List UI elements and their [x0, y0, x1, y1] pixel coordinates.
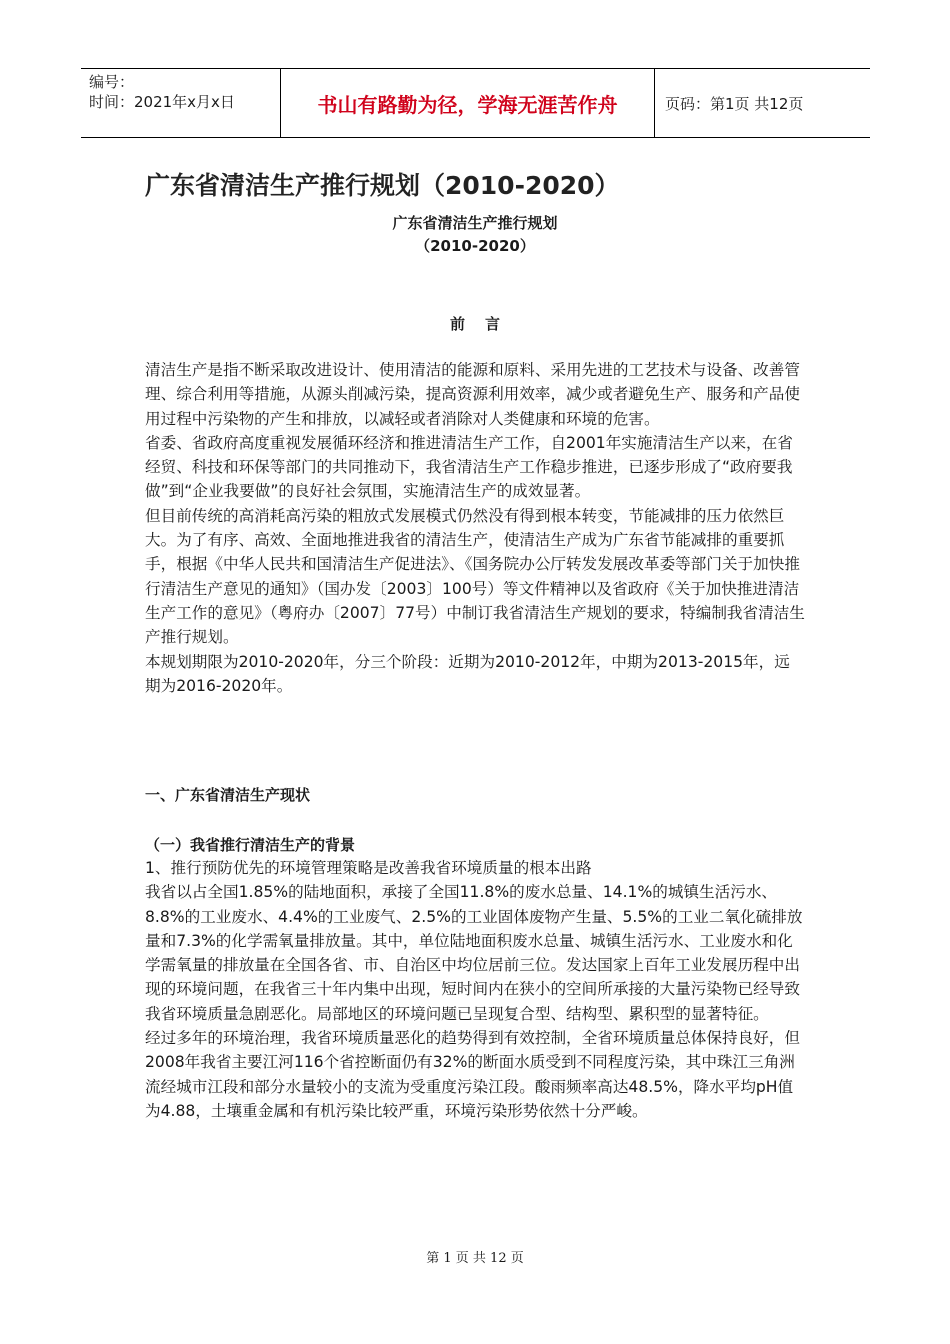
- page-info: 页码：第1页 共12页: [665, 94, 804, 113]
- section-paragraph: 1、推行预防优先的环境管理策略是改善我省环境质量的根本出路: [145, 859, 592, 877]
- section-paragraph: 经过多年的环境治理，我省环境质量恶化的趋势得到有效控制，全省环境质量总体保持良好，但2008年我省主要江河116个省控断面仍有32%的断面水质受到不同程度污染，其中珠江三角洲流经城市江段和部分水量较小的支流为受重度污染江段。酸雨频率高达48.5%，降水平均pH值为4.88，土壤重金属和有机污染比较严重，环境污染形势依然十分严峻。: [145, 1029, 800, 1120]
- motto-text: 书山有路勤为径，学海无涯苦作舟: [317, 92, 618, 117]
- preface-paragraph: 省委、省政府高度重视发展循环经济和推进清洁生产工作，自2001年实施清洁生产以来，在省经贸、科技和环保等部门的共同推动下，我省清洁生产工作稳步推进，已逐步形成了“政府要我做”到“企业我要做”的良好社会氛围，实施清洁生产的成效显著。: [145, 433, 793, 501]
- document-title: 广东省清洁生产推行规划（2010-2020）: [145, 171, 620, 200]
- subtitle-line-2: （2010-2020）: [415, 237, 535, 255]
- header-page-cell: [655, 69, 870, 137]
- preface-paragraph: 本规划期限为2010-2020年，分三个阶段：近期为2010-2012年，中期为2013-2015年，远期为2016-2020年。: [145, 652, 790, 695]
- section-paragraph: 我省以占全国1.85%的陆地面积，承接了全国11.8%的废水总量、14.1%的城镇生活污水、8.8%的工业废水、4.4%的工业废气、2.5%的工业固体废物产生量、5.5%的工业二氧化硫排放量和7.3%的化学需氧量排放量。其中，单位陆地面积废水总量、城镇生活污水、工业废水和化学需氧量的排放量在全国各省、市、自治区中均位居前三位。发达国家上百年工业发展历程中出现的环境问题，在我省三十年内集中出现，短时间内在狭小的空间所承接的大量污染物已经导致我省环境质量急剧恶化。局部地区的环境问题已呈现复合型、结构型、累积型的显著特征。: [145, 883, 803, 1023]
- time-label: 时间：2021年x月x日: [89, 93, 235, 111]
- preface-heading: 前言: [449, 315, 520, 333]
- section-heading: 一、广东省清洁生产现状: [145, 786, 311, 804]
- header-table: [81, 68, 870, 138]
- page-footer: 第 1 页 共 12 页: [426, 1251, 524, 1266]
- subtitle-line-1: 广东省清洁生产推行规划: [392, 214, 558, 232]
- number-label: 编号：: [89, 73, 135, 91]
- header-meta-cell: [81, 69, 281, 137]
- preface-paragraph: 但目前传统的高消耗高污染的粗放式发展模式仍然没有得到根本转变，节能减排的压力依然巨大。为了有序、高效、全面地推进我省的清洁生产，使清洁生产成为广东省节能减排的重要抓手，根据《中华人民共和国清洁生产促进法》、《国务院办公厅转发发展改革委等部门关于加快推行清洁生产意见的通知》（国办发〔2003〕100号）等文件精神以及省政府《关于加快推进清洁生产工作的意见》（粤府办〔2007〕77号）中制订我省清洁生产规划的要求，特编制我省清洁生产推行规划。: [145, 506, 805, 647]
- section-body: [145, 856, 805, 1123]
- subsection-heading: （一）我省推行清洁生产的背景: [145, 836, 356, 854]
- preface-body: [145, 358, 805, 698]
- preface-paragraph: 清洁生产是指不断采取改进设计、使用清洁的能源和原料、采用先进的工艺技术与设备、改善管理、综合利用等措施，从源头削减污染，提高资源利用效率，减少或者避免生产、服务和产品使用过程中污染物的产生和排放，以减轻或者消除对人类健康和环境的危害。: [145, 361, 800, 428]
- header-motto-cell: [281, 69, 655, 137]
